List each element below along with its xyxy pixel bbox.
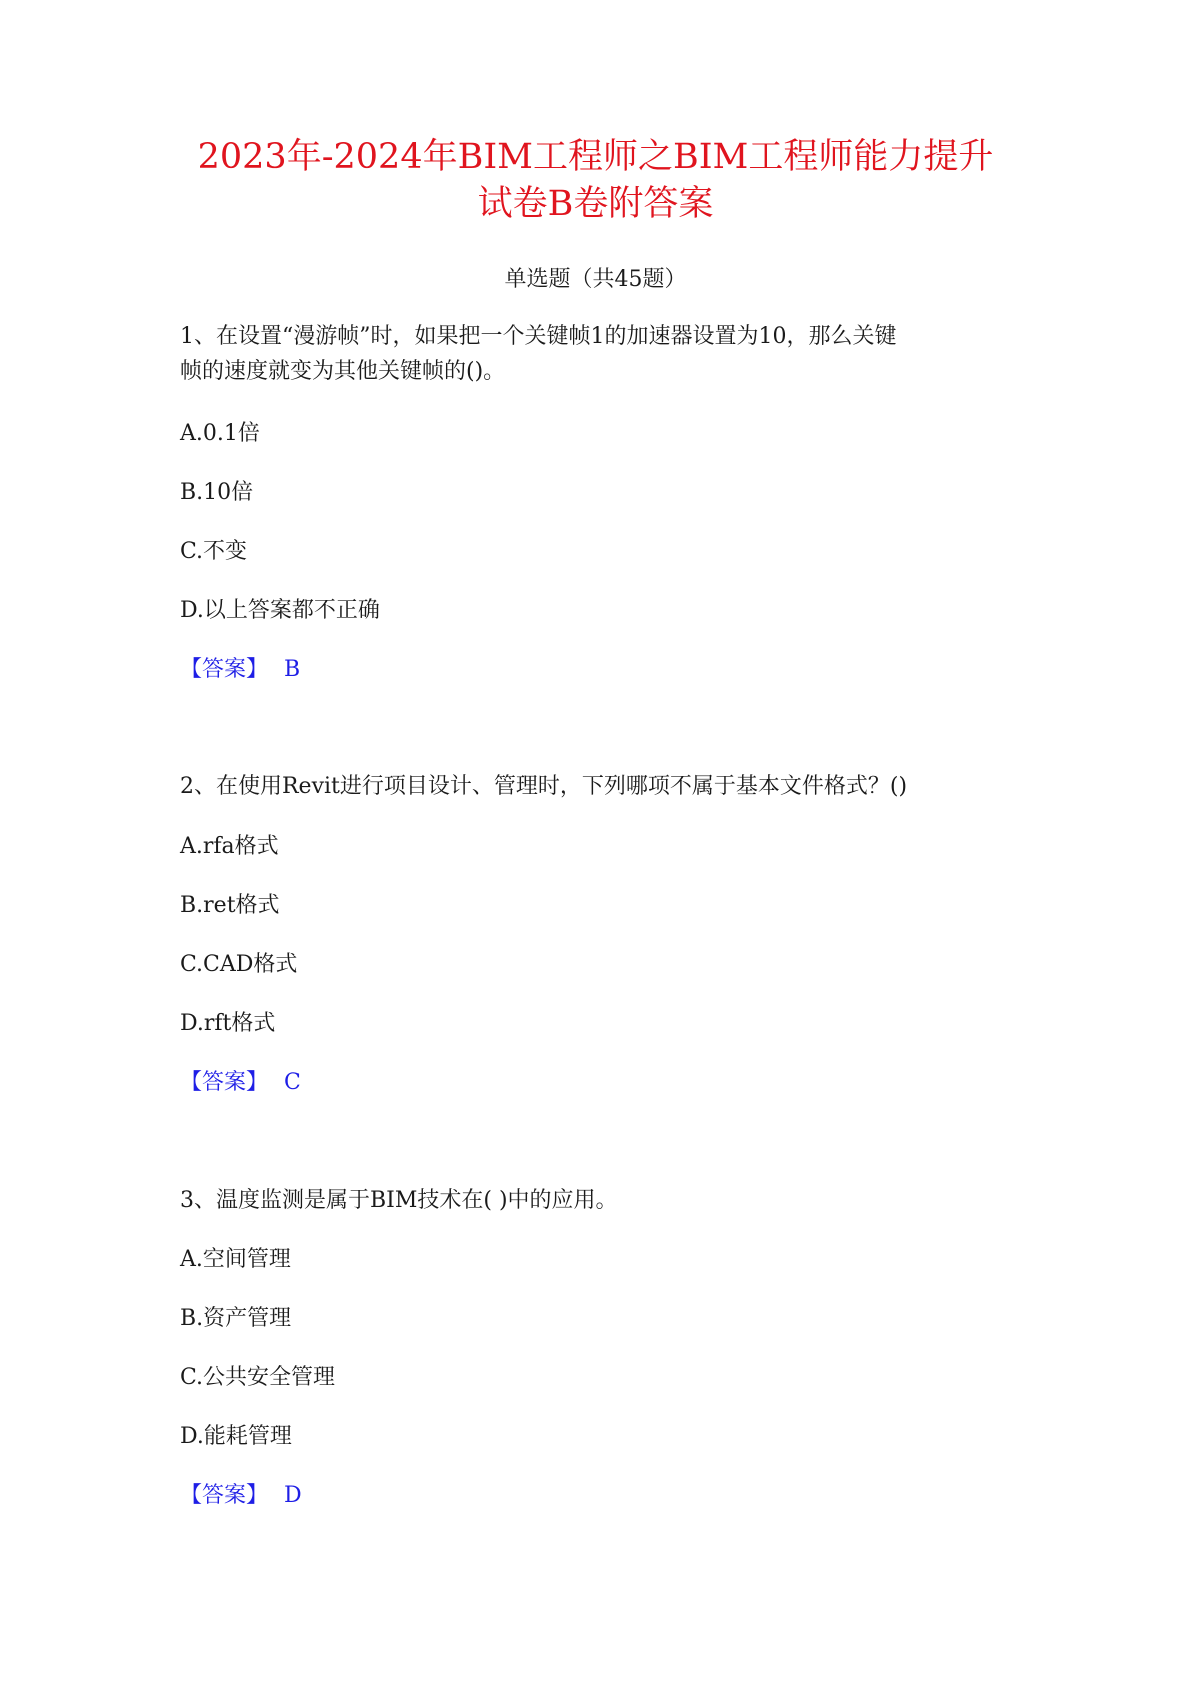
question-1-option-a: A.0.1倍 xyxy=(180,421,260,446)
question-2-stem-line-1: 2、在使用Revit进行项目设计、管理时，下列哪项不属于基本文件格式？() xyxy=(180,774,908,799)
answer-label: 【答案】 xyxy=(180,1070,269,1095)
document-title-line-1: 2023年-2024年BIM工程师之BIM工程师能力提升 xyxy=(197,137,994,177)
answer-value: D xyxy=(284,1483,302,1508)
answer-label: 【答案】 xyxy=(180,1483,269,1508)
question-1-stem-line-2: 帧的速度就变为其他关键帧的()。 xyxy=(180,359,506,384)
question-2-answer xyxy=(180,1068,301,1098)
question-3-stem-line-1: 3、温度监测是属于BIM技术在( )中的应用。 xyxy=(180,1188,618,1213)
answer-value: C xyxy=(284,1070,301,1095)
question-3-option-c: C.公共安全管理 xyxy=(180,1365,336,1390)
answer-label: 【答案】 xyxy=(180,657,269,682)
section-heading: 单选题（共45题） xyxy=(504,267,687,292)
question-3-option-a: A.空间管理 xyxy=(180,1247,291,1272)
question-3-answer xyxy=(180,1481,302,1511)
question-1-stem-line-1: 1、在设置“漫游帧”时，如果把一个关键帧1的加速器设置为10，那么关键 xyxy=(180,324,897,349)
question-2-option-c: C.CAD格式 xyxy=(180,952,298,977)
question-2-option-a: A.rfa格式 xyxy=(180,834,279,859)
question-1-answer xyxy=(180,655,300,685)
question-2-option-b: B.ret格式 xyxy=(180,893,280,918)
answer-value: B xyxy=(284,657,301,682)
question-2-option-d: D.rft格式 xyxy=(180,1011,276,1036)
question-3-option-b: B.资产管理 xyxy=(180,1306,292,1331)
question-1-option-b: B.10倍 xyxy=(180,480,254,505)
question-1-option-d: D.以上答案都不正确 xyxy=(180,598,380,623)
question-3-option-d: D.能耗管理 xyxy=(180,1424,292,1449)
question-1-option-c: C.不变 xyxy=(180,539,248,564)
document-title-line-2: 试卷B卷附答案 xyxy=(477,184,714,224)
